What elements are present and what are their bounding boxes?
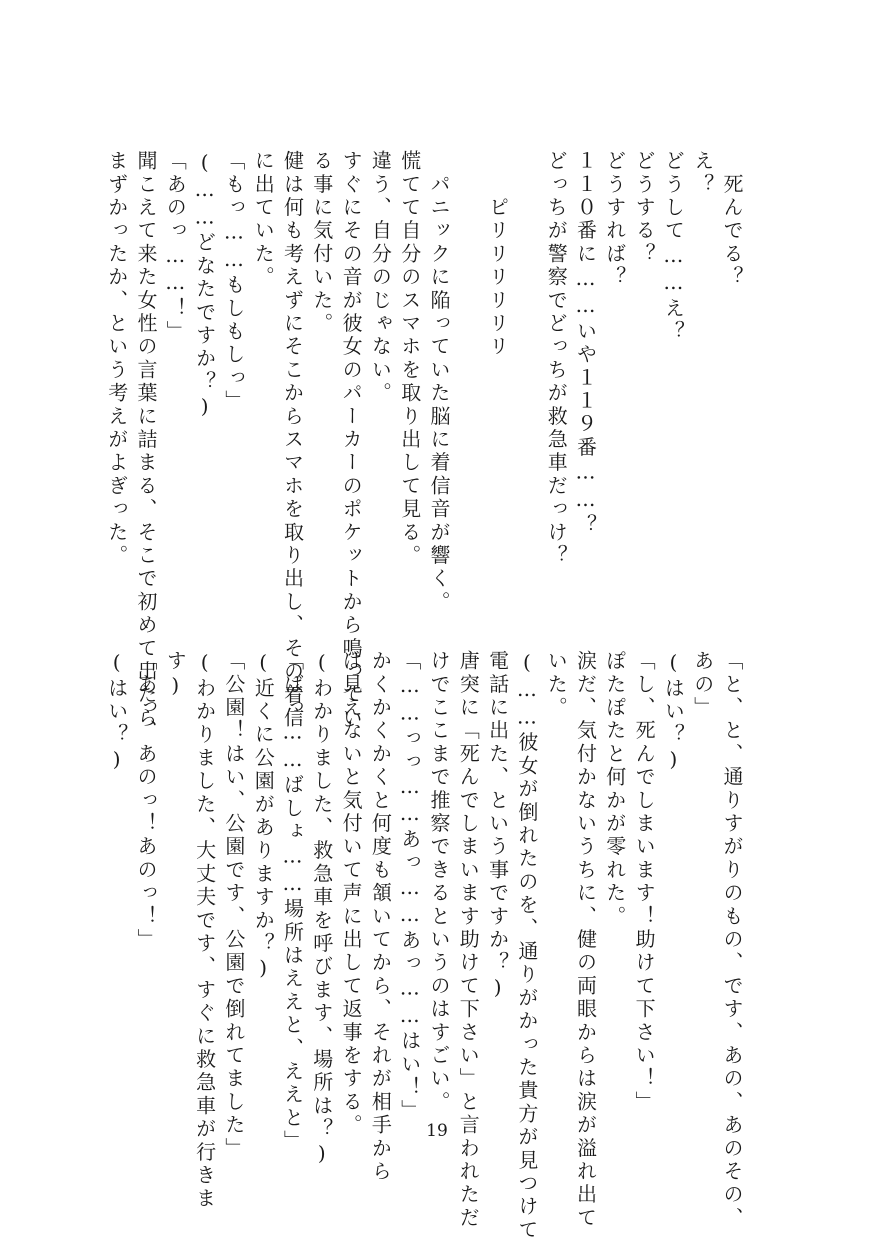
text-column: けでここまで推察できるというのはすごい。 [427, 650, 451, 1114]
text-column: 「あっ、あのっ！あのっ！」 [134, 650, 158, 952]
text-column: え？ [690, 150, 715, 197]
text-column: す) [163, 650, 188, 701]
text-column: 「ばっ……ばしょ……場所はええと、ええと」 [280, 650, 305, 1154]
text-column: ぽたぽたと何かが零れた。 [602, 650, 627, 929]
text-column: 「と、と、通りすがりのもの、です、あの、あのその、 [720, 650, 744, 1230]
text-column: ピリリリリリリ [485, 150, 510, 359]
text-column: どっちが警察でどっちが救急車だっけ？ [544, 150, 569, 568]
text-column: (はい？) [661, 650, 686, 774]
text-column: 唐突に「死んでしまいます助けて下さい」と言われただ [456, 650, 481, 1230]
text-column: 電話に出た、という事ですか？) [485, 650, 510, 1002]
text-column: は見えないと気付いて声に出して返事をする。 [339, 650, 364, 1138]
text-column: (……彼女が倒れたのを、通りがかった貴方が見つけて [514, 650, 539, 1242]
text-column: 聞こえて来た女性の言葉に詰まる、そこで初めて出たら [134, 150, 158, 730]
text-column: 涙だ、気付かないうちに、健の両眼からは涙が溢れ出て [573, 650, 598, 1231]
text-column: (はい？) [104, 650, 129, 774]
text-column: 慌てて自分のスマホを取り出して見る。 [397, 150, 422, 568]
text-column: すぐにその音が彼女のパーカーのポケットから鳴ってい [339, 150, 364, 730]
text-column: 死んでる？ [720, 150, 744, 290]
text-column: どうして……え？ [661, 150, 686, 344]
text-column: 違う、自分のじゃない。 [368, 150, 393, 406]
text-column: 「もっ……もしもしっ」 [221, 150, 246, 414]
text-column: いた。 [544, 650, 569, 720]
text-column: 健は何も考えずにそこからスマホを取り出し、その着信 [280, 150, 305, 730]
text-column: 「……っっ……あっ……あっ……はい！」 [397, 650, 422, 1123]
text-column: どうする？ [632, 150, 657, 266]
text-column: まずかったか、という考えがよぎった。 [104, 150, 129, 568]
text-column: (わかりました、救急車を呼びます、場所は？) [309, 650, 334, 1169]
text-column: (近くに公園がありますか？) [251, 650, 276, 983]
page-number: 19 [426, 1121, 448, 1141]
text-column: 「し、死んでしまいます！助けて下さい！」 [632, 650, 657, 1114]
text-column: (……どなたですか？) [192, 150, 217, 422]
text-column: １１０番に……いや１１９番……？ [573, 150, 598, 538]
text-column: 「あのっ……！」 [163, 150, 188, 344]
text-column: に出ていた。 [251, 150, 276, 290]
text-column: パニックに陥っていた脳に着信音が響く。 [427, 150, 451, 614]
text-column: 「公園！はい、公園です、公園で倒れてました」 [221, 650, 246, 1161]
text-column: (わかりました、大丈夫です、すぐに救急車が行きま [192, 650, 217, 1211]
text-column: あの」 [690, 650, 715, 720]
text-column: かくかくかくと何度も頷いてから、それが相手から [368, 650, 393, 1184]
text-column: る事に気付いた。 [309, 150, 334, 336]
text-column: どうすれば？ [602, 150, 627, 290]
